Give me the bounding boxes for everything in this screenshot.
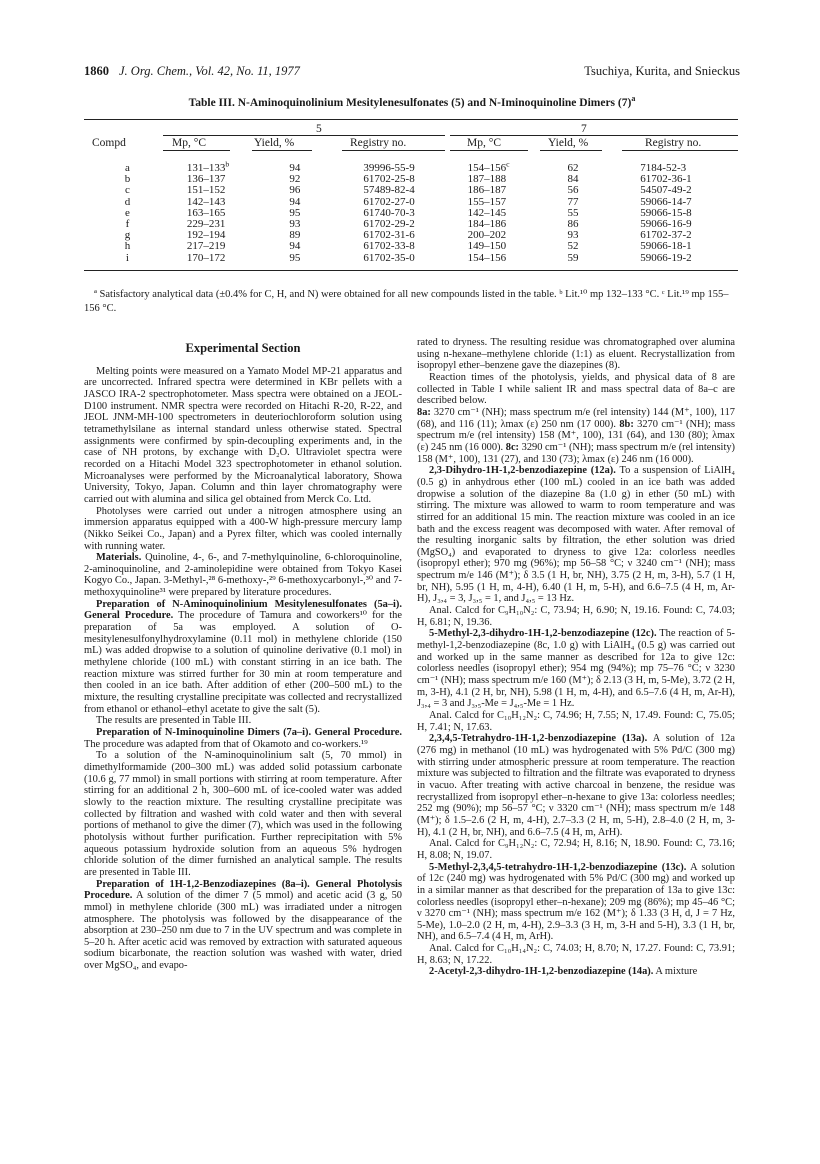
cell-value: 89	[289, 229, 301, 242]
data-table	[84, 159, 738, 264]
cell-value: 94	[289, 162, 301, 174]
cell-value: e	[125, 206, 130, 219]
paragraph-text: To a suspension of LiAlH₄ (0.5 g) in anhydrous ether (100 mL) cooled in an ice bath was added dropwise a solution of the diazepine 8a (1.0 g) in ether (50 mL) with stirring. The mixture was allowed to warm to room temperature and was stirred for an additional 15 min. The reaction mixture was cooled in an ice bath and the excess reagent was decomposed with water. After removal of the resulting inorganic salts by filtration, the ether solution was dried (MgSO₄) and evaporated to dryness to give 12a: colorless needles (isopropyl ether); 970 mg (96%); mp 56–58 °C; ν 3240 cm⁻¹ (NH); mass spectrum m/e 146 (M⁺); δ 3.5 (1 H, br, NH), 3.75 (2 H, m, 3-H), 5.7 (1 H, br, NH), 5.95 (1 H, m, 4-H), 6.40 (1 H, m, 5-H), and 6.6–7.5 (4 H, m, Ar-H), J₃,₄ = 3, J₃,₅ = 1, and J₄,₅ = 13 Hz.	[417, 465, 735, 605]
cell-value: 59	[567, 251, 579, 264]
table-cell-compd	[84, 174, 159, 185]
cell-value: 55	[567, 206, 579, 219]
cell-value: 229–231	[186, 218, 226, 231]
table-cell-mp5	[159, 253, 283, 264]
cell-value: 149–150	[467, 240, 507, 253]
cell-value: 57489-82-4	[363, 184, 415, 197]
cell-value: 170–172	[186, 251, 226, 264]
paragraph: Reaction times of the photolysis, yields, and physical data of 8 are collected in Table I while salient IR and mass spectral data of 8a–c are described below.	[417, 371, 735, 407]
compound-label: 8c:	[505, 441, 520, 453]
table-cell-mp7	[464, 253, 562, 264]
paragraph: rated to dryness. The resulting residue was chromatographed over alumina using n-hexane–methylene chloride (1:1) as eluent. Recrystallization from isopropyl ether–benzene gave the diazepines (8).	[417, 337, 735, 372]
run-in-heading: 5-Methyl-2,3-dihydro-1H-1,2-benzodiazepine (12c).	[429, 628, 657, 640]
spectral-data: 3290 cm⁻¹ (NH); mass spectrum m/e (rel intensity) 158 (M⁺, 100), 131 (27), and 130 (73); λmax (ε) 246 nm (16 000).	[417, 441, 735, 465]
paragraph-12a	[417, 465, 735, 605]
cell-value: 95	[289, 206, 301, 219]
cell-value: 54507-49-2	[640, 184, 692, 197]
paragraph-text: The reaction of 5-methyl-1,2-benzodiazepine (8c, 1.0 g) with LiAlH₄ (0.5 g) was carried out and worked up in the same manner as described for 12a to give 12c: colorless needles (isopropyl ether); 954 mg (94%); mp 75–76 °C; ν 3230 cm⁻¹ (NH); mass spectrum m/e 160 (M⁺); δ 2.13 (3 H, m, 5-Me), 3.72 (2 H, m, 3-H), 4.1 (2 H, br, NH), 5.98 (1 H, m, 4-H), and 6.5–7.6 (4 H, m, Ar-H), J₃,₄ = 3 and J₃,₅-Me = J₄,₅-Me = 1 Hz.	[417, 628, 735, 710]
journal-citation: J. Org. Chem., Vol. 42, No. 11, 1977	[119, 64, 300, 78]
mp5-header-underline	[163, 150, 230, 151]
run-in-heading: Preparation of N-Aminoquinolinium Mesitylenesulfonates (5a–i). General Procedure.	[84, 598, 402, 622]
cell-value: 59066-14-7	[640, 195, 692, 208]
section-title: Experimental Section	[185, 341, 301, 355]
table-caption-text: Table III. N-Aminoquinolinium Mesitylenesulfonates (5) and N-Iminoquinoline Dimers (7)	[188, 97, 632, 109]
paragraph: Photolyses were carried out under a nitrogen atmosphere using an immersion apparatus equipped with a 400-W high-pressure mercury lamp (Nikko Seikei Co., Japan) and a Pyrex filter, which was cooled internally with running water.	[84, 505, 402, 552]
cell-value: c	[125, 184, 130, 197]
paragraph-text: A solution of 12c (240 mg) was hydrogenated with 5% Pd/C (300 mg) and worked up in a similar manner as that described for the preparation of 13a to give 13c: colorless needles (isopropyl ether–n-hexane); 209 mg (86%); mp 45–46 °C; ν 3270 cm⁻¹ (NH); mass spectrum m/e 162 (M⁺); δ 1.33 (3 H, d, J = 7 Hz, 5-Me), 1.0–2.0 (2 H, m, 4-H), 2.9–3.3 (3 H, m, 3-H and 5-H), 3.3 (1 H, br, NH), and 6.5–7.4 (4 H, m, ArH).	[417, 861, 735, 943]
group-7-rule	[450, 135, 738, 136]
table-caption	[84, 94, 740, 109]
paragraph: To a solution of the N-aminoquinolinium salt (5, 70 mmol) in dimethylformamide (200–300 mL) was added solid potassium carbonate (10.6 g, 77 mmol) in small portions with stirring at room temperature. After stirring for an additional 2 h, 300–600 mL of ice-cooled water was added slowly to the reaction mixture. The resulting crystalline precipitate was collected by filtration and washed with cold water and then with several portions of methanol to give the dimer (7), which was used in the following photolysis without further purification. Further reprecipitation with 5% aqueous potassium hydroxide solution from an aqueous 5% hydrogen chloride solution of the dimer furnished an analytical sample. The results are presented in Table III.	[84, 750, 402, 878]
cell-value: 93	[289, 218, 301, 231]
cell-value: 131–133	[186, 162, 226, 174]
run-in-heading: 5-Methyl-2,3,4,5-tetrahydro-1H-1,2-benzodiazepine (13c).	[429, 861, 687, 873]
paragraph-text: A mixture	[653, 966, 698, 978]
paragraph-prep-5	[84, 599, 402, 716]
table-cell-reg7	[636, 253, 738, 264]
paragraph: Melting points were measured on a Yamato Model MP-21 apparatus and are uncorrected. Infrared spectra were determined in KBr pellets with a JASCO IRA-2 spectrophotometer. Mass spectra were obtained on a JEOL-D100 instrument. NMR spectra were recorded on Hitachi R-20, R-22, and JEOL JNM-MH-100 spectrometers in deuteriochloroform solution using tetramethylsilane as internal standard unless otherwise stated. Spectral assignments were confirmed by spin-decoupling experiments and, in the case of NH protons, by exchange with D₂O. Ultraviolet spectra were recorded on a Hitachi Model 323 spectrophotometer in ethanol solution. Microanalyses were performed by the Microanalytical laboratory, Showa University, Tokyo, Japan. Column and thin layer chromatography were carried out with alumina and silica gel obtained from Merck Co. Ltd.	[84, 365, 402, 505]
cell-value: 92	[289, 173, 301, 186]
cell-value: 154–156	[467, 251, 507, 264]
cell-value: 95	[289, 251, 301, 264]
yield7-header-underline	[540, 150, 602, 151]
col-header-compd: Compd	[92, 137, 126, 149]
paragraph-prep-7	[84, 727, 402, 750]
cell-value: 61702-37-2	[640, 229, 692, 242]
spectral-data: 3270 cm⁻¹ (NH); mass spectrum m/e (rel intensity) 144 (M⁺, 100), 117 (68), and 116 (11); λmax (ε) 250 nm (17 000).	[417, 406, 735, 430]
cell-value: 62	[567, 162, 579, 174]
right-column	[417, 337, 735, 978]
paragraph-prep-8	[84, 879, 402, 972]
running-head-authors: Tsuchiya, Kurita, and Snieckus	[584, 64, 740, 78]
page-number: 1860	[84, 64, 109, 78]
table-cell-compd	[84, 253, 159, 264]
run-in-heading: 2,3-Dihydro-1H-1,2-benzodiazepine (12a).	[429, 465, 616, 477]
cell-value: 217–219	[186, 240, 226, 253]
run-in-heading: Materials.	[96, 552, 142, 564]
run-in-heading: Preparation of 1H-1,2-Benzodiazepines (8a–i). General Photolysis Procedure.	[84, 878, 402, 902]
cell-value: 59066-19-2	[640, 251, 692, 264]
cell-value: 86	[567, 218, 579, 231]
group-header-7: 7	[581, 123, 587, 135]
table-cell-yield5	[283, 253, 363, 264]
spectral-data: 3270 cm⁻¹ (NH); mass spectrum m/e (rel intensity) 158 (M⁺, 100), 131 (64), and 130 (80); λmax (ε) 245 nm (16 000).	[417, 418, 735, 453]
paragraph-text: Quinoline, 4-, 6-, and 7-methylquinoline, 6-chloroquinoline, 2-aminoquinoline, and 2-aminolepidine were obtained from Tokyo Kasei Kogyo Co., Japan. 3-Methyl-,²⁸ 6-methoxy-,²⁹ 6-methoxycarbonyl-,³⁰ and 7-methoxyquinoline³¹ were prepared by literature procedures.	[84, 552, 402, 599]
run-in-heading: 2,3,4,5-Tetrahydro-1H-1,2-benzodiazepine (13a).	[429, 733, 648, 745]
reg7-header-underline	[622, 150, 738, 151]
cell-value: 56	[567, 184, 579, 197]
cell-value: 61702-31-6	[363, 229, 415, 242]
cell-value: 142–145	[467, 206, 507, 219]
paragraph-13c	[417, 862, 735, 944]
cell-footnote-mark: c	[506, 159, 510, 169]
table-cell-compd	[84, 230, 159, 241]
cell-value: 61702-27-0	[363, 195, 415, 208]
col-header-registry-7: Registry no.	[645, 137, 702, 149]
cell-value: 184–186	[467, 218, 507, 231]
table-cell-compd	[84, 197, 159, 208]
cell-value: 61740-70-3	[363, 206, 415, 219]
table-cell-compd	[84, 208, 159, 219]
cell-value: 155–157	[467, 195, 507, 208]
run-in-heading: Preparation of N-Iminoquinoline Dimers (7a–i). General Procedure.	[96, 727, 402, 738]
paragraph-materials	[84, 552, 402, 599]
cell-value: 94	[289, 195, 301, 208]
table-row	[84, 253, 738, 264]
table-cell-yield7	[561, 253, 636, 264]
cell-value: 154–156	[467, 162, 507, 174]
table-cell-reg5	[363, 253, 463, 264]
paragraph-14a	[417, 966, 735, 978]
cell-value: a	[125, 162, 130, 174]
col-header-yield-5: Yield, %	[254, 137, 295, 149]
cell-value: 94	[289, 240, 301, 253]
cell-value: i	[125, 251, 129, 264]
analysis-12c: Anal. Calcd for C₁₀H₁₂N₂: C, 74.96; H, 7.55; N, 17.49. Found: C, 75.05; H, 7.41; N, 17.63.	[417, 710, 735, 733]
yield5-header-underline	[252, 150, 312, 151]
analysis-13c: Anal. Calcd for C₁₀H₁₄N₂: C, 74.03; H, 8.70; N, 17.27. Found: C, 73.91; H, 8.63; N, 17.22.	[417, 943, 735, 966]
group-header-5: 5	[316, 123, 322, 135]
cell-value: 136–137	[186, 173, 226, 186]
cell-value: 59066-16-9	[640, 218, 692, 231]
cell-value: 61702-25-8	[363, 173, 415, 186]
cell-value: 96	[289, 184, 301, 197]
cell-value: 52	[567, 240, 579, 253]
left-column	[84, 337, 402, 972]
cell-value: 84	[567, 173, 579, 186]
running-head	[84, 64, 740, 80]
paragraph-text: The procedure of Tamura and coworkers¹⁰ for the preparation of 5a was employed. A solution of O-mesitylenesulfonylhydroxylamine (0.11 mol) in methylene chloride (150 mL) was added dropwise to a solution of quinoline derivative (0.1 mol) in methylene chloride (100 mL) with constant stirring in an ice bath. The reaction mixture was stirred further for 30 min at room temperature and then cooled in an ice bath. After addition of ether (200–500 mL) to the mixture, the resulting crystalline precipitate was collected and recrystallized from ethanol or ethanol–ethyl acetate to give the salt (5).	[84, 610, 402, 715]
cell-value: 200–202	[467, 229, 507, 242]
cell-value: 39996-55-9	[363, 162, 415, 174]
table-caption-mark: a	[631, 94, 636, 104]
cell-value: 163–165	[186, 206, 226, 219]
cell-value: 187–188	[467, 173, 507, 186]
cell-value: h	[124, 240, 131, 253]
reg5-header-underline	[342, 150, 445, 151]
table-top-rule	[84, 119, 738, 120]
compound-label: 8a:	[417, 406, 431, 418]
compound-label: 8b:	[619, 418, 634, 430]
cell-value: b	[124, 173, 131, 186]
running-head-left	[84, 64, 300, 79]
cell-value: 192–194	[186, 229, 226, 242]
mp7-header-underline	[450, 150, 528, 151]
cell-value: d	[124, 195, 131, 208]
col-header-yield-7: Yield, %	[548, 137, 589, 149]
paragraph-12c	[417, 628, 735, 710]
paragraph-text: A solution of the dimer 7 (5 mmol) and acetic acid (3 g, 50 mmol) in methylene chloride (300 mL) was irradiated under a nitrogen atmosphere. The photolysis was followed by the disappearance of the absorption at 230–250 nm due to 7 in the UV spectrum and was complete in 5–20 h. After acetic acid was removed by extraction with saturated aqueous sodium bicarbonate, the reaction solution was washed with water, dried over MgSO₄, and evapo-	[84, 890, 402, 972]
cell-value: 61702-29-2	[363, 218, 415, 231]
cell-value: 61702-35-0	[363, 251, 415, 264]
cell-value: 151–152	[186, 184, 226, 197]
group-5-rule	[163, 135, 445, 136]
cell-footnote-mark: b	[225, 159, 230, 169]
table-cell-compd	[84, 185, 159, 196]
paragraph-text: A solution of 12a (276 mg) in methanol (10 mL) was hydrogenated with 5% Pd/C (300 mg) with stirring under atmospheric pressure at room temperature. The reaction mixture was subjected to filtration and the filtrate was evaporated to dryness in vacuo. After treating with active charcoal in benzene, the residue was recrystallized from isopropyl ether–n-hexane to give 13a: colorless needles; 252 mg (90%); mp 56–57 °C; ν 3320 cm⁻¹ (NH); mass spectrum m/e 148 (M⁺); δ 1.5–2.6 (2 H, m, 4-H), 2.7–3.3 (2 H, m, 5-H), 2.8–4.0 (2 H, m, 3-H), 4.1 (2 H, br, NH), and 6.6–7.5 (4 H, m, ArH).	[417, 733, 735, 838]
table-footnote: ª Satisfactory analytical data (±0.4% for C, H, and N) were obtained for all new compounds listed in the table. ᵇ Lit.¹⁰ mp 132–133 °C. ᶜ Lit.¹⁹ mp 155–156 °C.	[84, 289, 729, 314]
paragraph: The results are presented in Table III.	[96, 715, 252, 727]
cell-value: 7184-52-3	[640, 162, 687, 174]
table-cell-compd	[84, 219, 159, 230]
col-header-mp-7: Mp, °C	[467, 137, 501, 149]
run-in-heading: 2-Acetyl-2,3-dihydro-1H-1,2-benzodiazepine (14a).	[429, 966, 654, 978]
cell-value: 59066-15-8	[640, 206, 692, 219]
cell-value: 77	[567, 195, 579, 208]
paragraph-text: The procedure was adapted from that of Okamoto and co-workers.¹⁹	[84, 738, 368, 750]
col-header-registry-5: Registry no.	[350, 137, 407, 149]
cell-value: g	[124, 229, 131, 242]
analysis-13a: Anal. Calcd for C₉H₁₂N₂: C, 72.94; H, 8.16; N, 18.90. Found: C, 73.16; H, 8.08; N, 19.07.	[417, 838, 735, 861]
cell-value: 142–143	[186, 195, 226, 208]
analysis-12a: Anal. Calcd for C₉H₁₀N₂: C, 73.94; H, 6.90; N, 19.16. Found: C, 74.03; H, 6.81; N, 19.36.	[417, 605, 735, 628]
cell-value: 186–187	[467, 184, 507, 197]
paragraph-13a	[417, 733, 735, 838]
cell-value: f	[125, 218, 130, 231]
cell-value: 61702-33-8	[363, 240, 415, 253]
col-header-mp-5: Mp, °C	[172, 137, 206, 149]
cell-value: 61702-36-1	[640, 173, 692, 186]
table-cell-compd	[84, 241, 159, 252]
table-cell-compd	[84, 163, 159, 174]
cell-value: 59066-18-1	[640, 240, 692, 253]
table-bottom-rule	[84, 270, 738, 271]
cell-value: 93	[567, 229, 579, 242]
paragraph-spectra	[417, 407, 735, 465]
